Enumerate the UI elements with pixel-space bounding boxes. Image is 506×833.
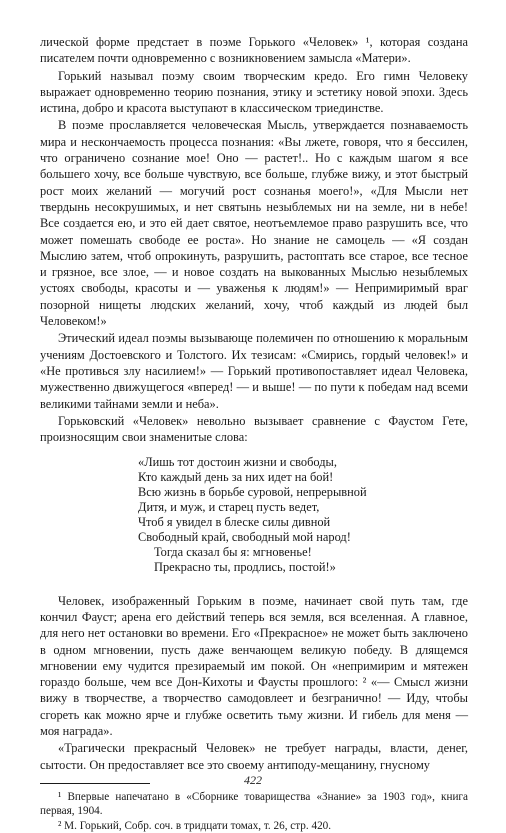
verse-line: Всю жизнь в борьбе суровой, непрерывной [138,485,367,500]
paragraph: Горьковский «Человек» невольно вызывает сравнение с Фаустом Гете, произносящим свои знаменитые слова: [40,413,468,445]
page-number: 422 [244,773,262,787]
paragraph: Этический идеал поэмы вызывающе полемичен по отношению к моральным учениям Достоевского и Толстого. Их тезисам: «Смирись, гордый человек!» и «Не противься злу насилием!» — Горький противопоставляет идеал Человека, мужественно движущегося «вперед! — и выше! — по пути к победам над всеми великими тайнами земли и неба». [40,331,468,411]
verse-line: Тогда сказал бы я: мгновенье! [154,544,312,559]
paragraph: «Трагически прекрасный Человек» не требует награды, власти, денег, сытости. Он предоставляет все это своему антиподу-мещанину, гнусному [40,741,468,772]
book-page-body [40,34,468,833]
faust-verse-quote [138,455,468,574]
paragraph: В поэме прославляется человеческая Мысль, утверждается познаваемость мира и нескончаемость процесса познания: «Вы лжете, говоря, что я бессилен, что ограничено сознание мое! Оно — растет!.. Но с каждым шагом я все большего хочу, все больше чувствую, все больше, глубже вижу, и этот быстрый рост моих желаний — могучий рост сознанья моего!», «Для Мысли нет твердынь несокрушимых, и нет святынь незыблемых ни на земле, ни в небе! Все создается ею, и это ей дает святое, неотъемлемое право разрушить все, что может помешать свободе ее роста». Но знание не самоцель — «Я создан Мыслию затем, чтоб опрокинуть, разрушить, растоптать все старое, все тесное и грязное, все злое, — и новое создать на выкованных Мыслью незыблемых устоях свободы, красоты и — уваженья к людям!» — Непримиримый враг позорной нищеты людских желаний, хочу, чтоб каждый из людей был Человеком!» [40,118,468,329]
verse-line: Чтоб я увидел в блеске силы дивной [138,515,331,530]
verse-line: Прекрасно ты, продлись, постой!» [154,559,336,574]
verse-line: «Лишь тот достоин жизни и свободы, [138,455,337,470]
paragraph: Человек, изображенный Горьким в поэме, начинает свой путь там, где кончил Фауст; арена его действий теперь вся земля, вся вселенная. А главное, для него нет остановки во времени. Его «Прекрасное» не может быть заключено в одном мгновении, пусть даже венчающем великую победу. В длящемся мгновении ему чудится презираемый им покой. Он «непримирим и мятежен гораздо больше, чем все Дон-Кихоты и Фаусты прошлого: ² «— Смысл жизни вижу в творчестве, а творчество самодовлеет и безгранично! — Иду, чтобы сгореть как можно ярче и глубже осветить тьму жизни. И гибель для меня — моя награда». [40,593,468,739]
verse-line: Кто каждый день за них идет на бой! [138,470,334,485]
verse-line: Дитя, и муж, и старец пусть ведет, [138,500,320,515]
footnote: ¹ Впервые напечатано в «Сборнике товарищества «Знание» за 1903 год», книга первая, 1904. [40,790,468,817]
verse-line: Свободный край, свободный мой народ! [138,529,351,544]
footnote: ² М. Горький, Собр. соч. в тридцати томах, т. 26, стр. 420. [58,819,332,832]
paragraph: Горький называл поэму своим творческим кредо. Его гимн Человеку выражает одновременно теорию познания, этику и эстетику новой эпохи. Здесь истина, добро и красота выступают в классическом триединстве. [40,68,468,116]
paragraph: лической форме предстает в поэме Горького «Человек» ¹, которая создана писателем почти одновременно с возникновением замысла «Матери». [40,35,468,66]
